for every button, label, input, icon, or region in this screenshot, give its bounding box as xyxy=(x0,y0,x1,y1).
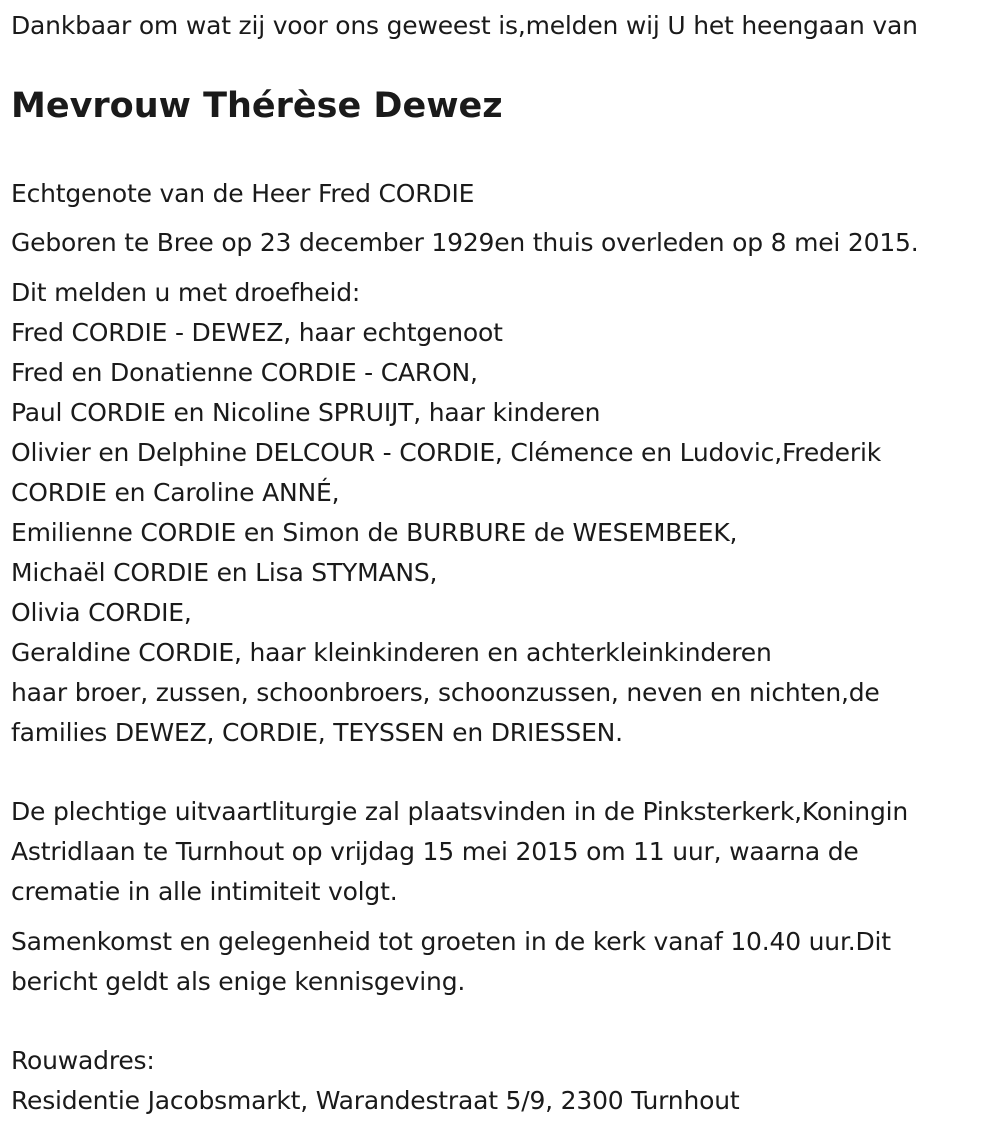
family-heading: Dit melden u met droefheid: xyxy=(11,278,361,307)
ceremony-line: Astridlaan te Turnhout op vrijdag 15 mei 2015 om 11 uur, waarna de xyxy=(11,837,859,866)
family-line: haar broer, zussen, schoonbroers, schoonzussen, neven en nichten,de xyxy=(11,678,880,707)
spouse-line: Echtgenote van de Heer Fred CORDIE xyxy=(11,179,475,208)
ceremony-line: De plechtige uitvaartliturgie zal plaatsvinden in de Pinksterkerk,Koningin xyxy=(11,797,909,826)
address-line: Residentie Jacobsmarkt, Warandestraat 5/9, 2300 Turnhout xyxy=(11,1086,740,1115)
family-line: families DEWEZ, CORDIE, TEYSSEN en DRIESSEN. xyxy=(11,718,623,747)
ceremony-line: crematie in alle intimiteit volgt. xyxy=(11,877,398,906)
family-line: Paul CORDIE en Nicoline SPRUIJT, haar kinderen xyxy=(11,398,601,427)
gathering-line: Samenkomst en gelegenheid tot groeten in de kerk vanaf 10.40 uur.Dit xyxy=(11,927,891,956)
mourning-address xyxy=(11,1041,739,1121)
family-line: Emilienne CORDIE en Simon de BURBURE de WESEMBEEK, xyxy=(11,518,738,547)
deceased-name: Mevrouw Thérèse Dewez xyxy=(11,86,503,126)
family-line: Olivia CORDIE, xyxy=(11,598,192,627)
gathering-line: bericht geldt als enige kennisgeving. xyxy=(11,967,466,996)
family-line: Geraldine CORDIE, haar kleinkinderen en achterkleinkinderen xyxy=(11,638,772,667)
family-line: Fred en Donatienne CORDIE - CARON, xyxy=(11,358,478,387)
family-line: CORDIE en Caroline ANNÉ, xyxy=(11,478,340,507)
family-list xyxy=(11,273,881,753)
address-heading: Rouwadres: xyxy=(11,1046,155,1075)
intro-text: Dankbaar om wat zij voor ons geweest is,melden wij U het heengaan van xyxy=(11,11,918,40)
family-line: Fred CORDIE - DEWEZ, haar echtgenoot xyxy=(11,318,503,347)
family-line: Olivier en Delphine DELCOUR - CORDIE, Clémence en Ludovic,Frederik xyxy=(11,438,881,467)
family-line: Michaël CORDIE en Lisa STYMANS, xyxy=(11,558,438,587)
birth-death-line: Geboren te Bree op 23 december 1929en thuis overleden op 8 mei 2015. xyxy=(11,228,919,257)
gathering-info xyxy=(11,922,891,1002)
ceremony-info xyxy=(11,792,908,912)
